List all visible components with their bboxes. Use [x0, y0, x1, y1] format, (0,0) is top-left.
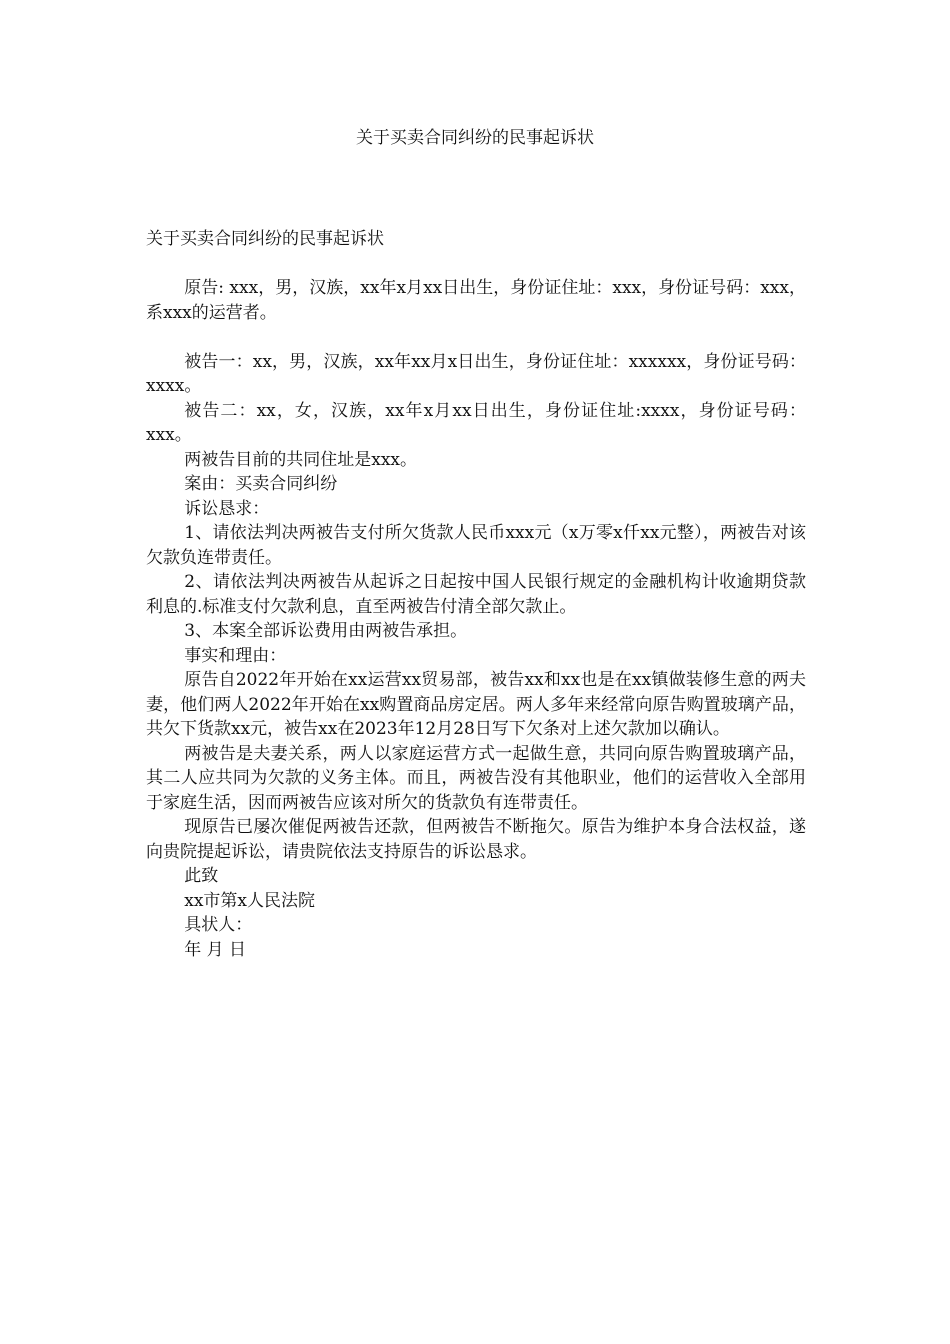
- plaintiff-paragraph: 原告: xxx，男，汉族，xx年x月xx日出生，身份证住址：xxx，身份证号码：xxx，系xxx的运营者。: [146, 278, 806, 323]
- facts-paragraph-3: 现原告已屡次催促两被告还款，但两被告不断拖欠。原告为维护本身合法权益，遂向贵院提起诉讼，请贵院依法支持原告的诉讼恳求。: [146, 817, 806, 862]
- defendant-two-paragraph: 被告二：xx，女，汉族，xx年x月xx日出生，身份证住址:xxxx，身份证号码：xxx。: [146, 400, 806, 445]
- claim-item-1: 1、请依法判决两被告支付所欠货款人民币xxx元（x万零x仟xx元整），两被告对该欠款负连带责任。: [146, 523, 806, 568]
- common-address-paragraph: 两被告目前的共同住址是xxx。: [184, 449, 418, 470]
- closing-salutation: 此致: [184, 866, 219, 886]
- document-body: [146, 227, 806, 962]
- date-line: 年 月 日: [184, 939, 247, 960]
- signer-line: 具状人：: [184, 915, 253, 935]
- claim-item-2: 2、请依法判决两被告从起诉之日起按中国人民银行规定的金融机构计收逾期贷款利息的.标准支付欠款利息，直至两被告付清全部欠款止。: [146, 572, 806, 617]
- facts-heading: 事实和理由：: [184, 645, 287, 666]
- facts-paragraph-1: 原告自2022年开始在xx运营xx贸易部，被告xx和xx也是在xx镇做装修生意的两夫妻，他们两人2022年开始在xx购置商品房定居。两人多年来经常向原告购置玻璃产品，共欠下货款xx元，被告xx在2023年12月28日写下欠条对上述欠款加以确认。: [146, 670, 806, 739]
- claim-item-3: 3、本案全部诉讼费用由两被告承担。: [184, 621, 468, 641]
- cause-paragraph: 案由：买卖合同纠纷: [184, 474, 338, 494]
- facts-paragraph-2: 两被告是夫妻关系，两人以家庭运营方式一起做生意，共同向原告购置玻璃产品，其二人应共同为欠款的义务主体。而且，两被告没有其他职业，他们的运营收入全部用于家庭生活，因而两被告应该对所欠的货款负有连带责任。: [146, 743, 806, 813]
- court-name: xx市第x人民法院: [184, 890, 316, 911]
- document-subtitle: 关于买卖合同纠纷的民事起诉状: [146, 229, 384, 249]
- document-title: 关于买卖合同纠纷的民事起诉状: [356, 128, 594, 148]
- claims-heading: 诉讼恳求：: [184, 498, 270, 519]
- defendant-one-paragraph: 被告一：xx，男，汉族，xx年xx月x日出生，身份证住址：xxxxxx，身份证号码：xxxx。: [146, 351, 806, 396]
